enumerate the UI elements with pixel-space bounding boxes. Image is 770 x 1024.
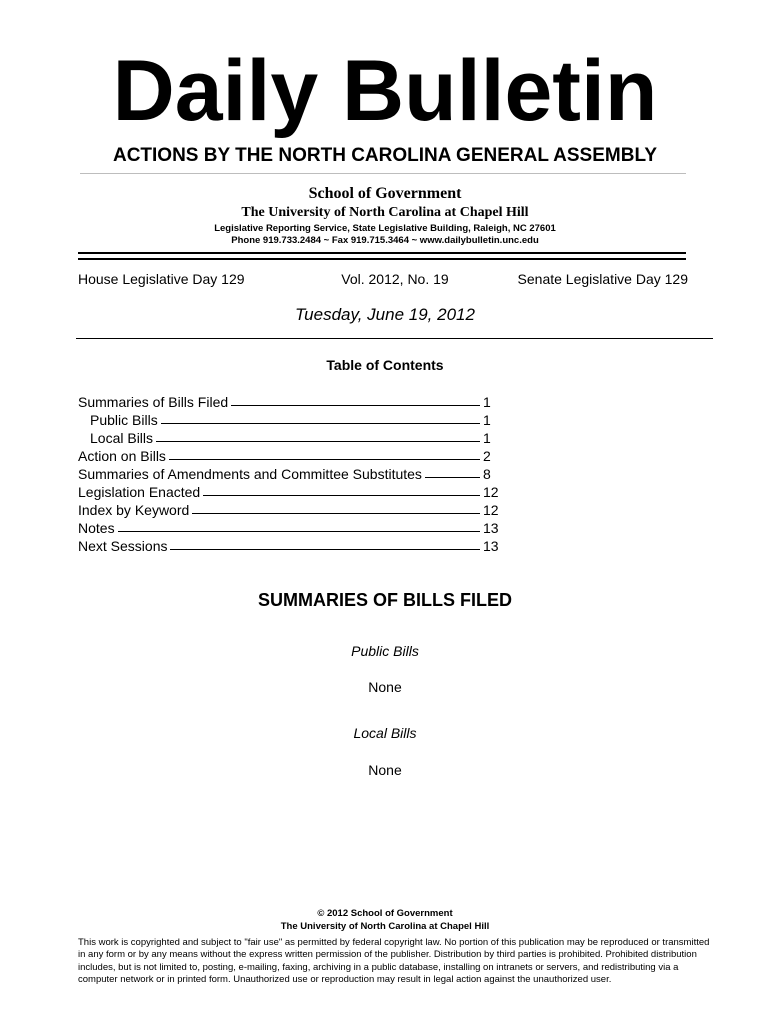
- house-legislative-day: House Legislative Day 129: [78, 271, 245, 287]
- issue-volume: Vol. 2012, No. 19: [341, 271, 449, 287]
- section-heading: SUMMARIES OF BILLS FILED: [258, 590, 512, 610]
- header-double-rule: [78, 252, 686, 260]
- toc-entry-label: Public Bills: [90, 412, 158, 428]
- toc-entry-summaries-of-bills-filed[interactable]: [78, 392, 501, 410]
- toc-entry-page: 1: [483, 412, 491, 428]
- masthead-subtitle: ACTIONS BY THE NORTH CAROLINA GENERAL ASSEMBLY: [112, 145, 657, 166]
- senate-legislative-day: Senate Legislative Day 129: [517, 271, 688, 287]
- toc-entry-summaries-of-amendments[interactable]: [78, 464, 501, 482]
- toc-entry-notes[interactable]: [78, 518, 501, 536]
- toc-entry-page: 12: [483, 502, 499, 518]
- toc-entry-page: 13: [483, 520, 499, 536]
- copyright-university: The University of North Carolina at Chapel Hill: [280, 921, 490, 932]
- toc-entry-page: 13: [483, 538, 499, 554]
- toc-entry-label: Notes: [78, 520, 115, 536]
- publisher-name: School of Government: [308, 185, 462, 202]
- toc-leader-line: [161, 423, 480, 424]
- toc-entry-next-sessions[interactable]: [78, 536, 501, 554]
- toc-leader-line: [425, 477, 480, 478]
- toc-entry-label: Legislation Enacted: [78, 484, 201, 500]
- toc-entry-page: 2: [483, 448, 491, 464]
- toc-entry-page: 8: [483, 466, 491, 482]
- publisher-university: The University of North Carolina at Chapel Hill: [241, 205, 529, 220]
- masthead-divider: [80, 173, 686, 174]
- copyright-notice: © 2012 School of Government: [317, 908, 453, 919]
- toc-entry-public-bills[interactable]: [78, 410, 501, 428]
- date-divider: [76, 338, 713, 339]
- toc-entry-label: Local Bills: [90, 430, 154, 446]
- toc-entry-index-by-keyword[interactable]: [78, 500, 501, 518]
- toc-entry-label: Summaries of Bills Filed: [78, 394, 229, 410]
- toc-entry-page: 12: [483, 484, 499, 500]
- publisher-contact: Phone 919.733.2484 ~ Fax 919.715.3464 ~ www.dailybulletin.unc.edu: [231, 235, 539, 246]
- legal-notice: This work is copyrighted and subject to "fair use" as permitted by federal copyright law. No portion of this publication may be reproduced or transmitted in any form or by any means without the express written permission of the publisher. Distribution by third parties is prohibited. Prohibited distribution includes, but is not limited to, posting, e-mailing, faxing, archiving in a public database, installing on intranets or servers, and redistributing via a computer network or in printed form. Unauthorized use or reproduction may result in legal action against the unauthorized user.: [78, 937, 710, 985]
- toc-entry-label: Index by Keyword: [78, 502, 190, 518]
- toc-entry-page: 1: [483, 430, 491, 446]
- toc-entry-legislation-enacted[interactable]: [78, 482, 501, 500]
- toc-entry-label: Action on Bills: [78, 448, 166, 464]
- toc-entry-label: Summaries of Amendments and Committee Substitutes: [78, 466, 422, 482]
- public-bills-label: Public Bills: [351, 643, 419, 659]
- local-bills-label: Local Bills: [353, 725, 417, 741]
- toc-leader-line: [118, 531, 480, 532]
- toc-entry-label: Next Sessions: [78, 538, 168, 554]
- issue-date: Tuesday, June 19, 2012: [295, 305, 475, 324]
- toc-leader-line: [156, 441, 480, 442]
- toc-leader-line: [169, 459, 480, 460]
- public-bills-value: None: [368, 679, 402, 695]
- toc-entry-action-on-bills[interactable]: [78, 446, 501, 464]
- toc-title: Table of Contents: [326, 357, 444, 373]
- toc-leader-line: [231, 405, 480, 406]
- local-bills-value: None: [368, 762, 402, 778]
- masthead-title: Daily Bulletin: [112, 43, 658, 139]
- toc-entry-page: 1: [483, 394, 491, 410]
- toc-leader-line: [192, 513, 480, 514]
- publisher-address: Legislative Reporting Service, State Legislative Building, Raleigh, NC 27601: [214, 223, 556, 234]
- toc-entry-local-bills[interactable]: [78, 428, 501, 446]
- toc-leader-line: [203, 495, 480, 496]
- toc-leader-line: [170, 549, 480, 550]
